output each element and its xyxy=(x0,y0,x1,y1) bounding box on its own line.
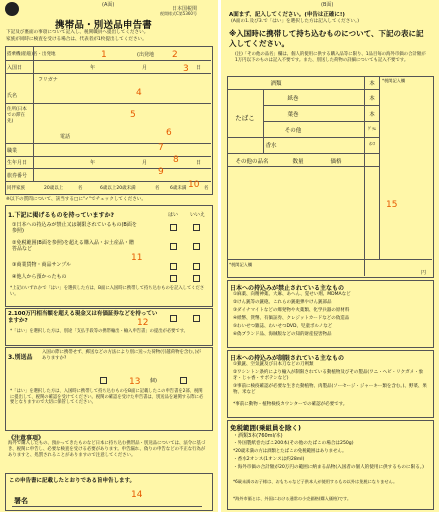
age6to20-label: 6歳以上20歳未満 xyxy=(100,186,136,191)
prohibited-item-4: ④紙幣、貨幣、有価証券、クレジットカードなどの偽造品 xyxy=(233,316,350,321)
q1-1-no-checkbox[interactable] xyxy=(193,224,200,231)
perfume-label: 香水 xyxy=(265,143,277,149)
restricted-item-3: ③事前に検疫確認が必要な生きた動植物、肉製品(ソーセージ・ジャーキー類を含む。)、野菜、果物、米など xyxy=(233,384,427,395)
liquor-label: 酒類 xyxy=(270,81,282,87)
entry-date-label: 入国日 xyxy=(7,65,23,71)
duty-free-item-2: ・外国製紙巻たばこ200本(その他のたばこの場合は250g) xyxy=(233,441,354,446)
tobacco-label: たばこ xyxy=(235,114,255,122)
prohibited-title: 日本への持込みが禁止されている主なもの xyxy=(230,285,345,292)
q3-count-suffix: 個) xyxy=(150,378,157,384)
declaration-text: この申告書に記載したとおりである旨申告します。 xyxy=(9,478,136,484)
quantity-header: 数量 xyxy=(292,159,304,165)
prohibited-item-3: ③ダイナマイトなどの爆発物や火薬類、化学兵器の原材料 xyxy=(233,308,350,313)
under6-unit: 名 xyxy=(204,186,209,191)
gram-unit: ｸﾞﾗﾑ xyxy=(368,126,376,131)
liquor-unit: 本 xyxy=(369,81,375,87)
q1-item-4: ④他人から預かったもの xyxy=(12,274,67,280)
q1-2-no-checkbox[interactable] xyxy=(193,243,200,250)
year-label: 年 xyxy=(90,65,96,71)
price-header: 価格 xyxy=(330,159,342,165)
ounce-unit: ｵﾝｽ xyxy=(369,141,375,146)
q1-item-3: ③商業貨物・商品サンプル xyxy=(12,262,72,268)
prohibited-item-5: ⑤わいせつ雑誌、わいせつDVD、児童ポルノなど xyxy=(233,324,333,329)
q1-note: *上記のいずれかで「はい」を選択した方は、B面に入国時に携帯して持ち込むものを記入してください。 xyxy=(10,286,205,297)
q3-no-checkbox[interactable] xyxy=(180,377,187,384)
tax-column-label: *税関記入欄 xyxy=(382,78,406,83)
day-label: 日 xyxy=(196,65,202,71)
notice-title: 《注意事項》 xyxy=(8,435,45,442)
marker-10: 10 xyxy=(188,180,200,190)
goods-table xyxy=(227,76,434,278)
marker-15: 15 xyxy=(386,200,398,210)
q3-note: *「はい」を選択した方は、入国時に携帯して持ち込むものをB面に記載したこの申告書を2部、税関に提出して、税関の確認を受けてください。税関の確認を受けた申告書は、別送品を通関する際に必要となりますので大切に保管してください。 xyxy=(10,389,204,406)
q2-yes-checkbox[interactable] xyxy=(170,315,177,322)
q1-1-yes-checkbox[interactable] xyxy=(170,224,177,231)
month-label: 月 xyxy=(142,65,148,71)
marker-12: 12 xyxy=(137,318,149,328)
cigars-unit: 本 xyxy=(369,112,375,118)
agency-label: 日本国税関 xyxy=(172,6,198,12)
companions-label: 同伴家族 xyxy=(7,186,25,191)
duty-free-item-4: ・香水2オンス(1オンスは約28ml) xyxy=(233,457,305,462)
q1-4-no-checkbox[interactable] xyxy=(193,275,200,282)
table-instructions: (注)「その他の品名」欄は、個人的使用に供する購入品等に限り、1品目毎の海外市価の合計額が1万円以下のものは記入不要です。また、別送した荷物の詳細についても記入不要です。 xyxy=(235,52,426,63)
duty-free-title: 免税範囲(乗組員を除く) xyxy=(230,424,301,432)
signature-line[interactable] xyxy=(12,506,202,507)
cigarettes-unit: 本 xyxy=(369,96,375,102)
restricted-item-1: ①猟銃、空気銃及び日本刀などの刀剣類 xyxy=(233,362,314,367)
prohibited-item-6: ⑥偽ブランド品、海賊版などの知的財産侵害物品 xyxy=(233,332,332,337)
restricted-title: 日本への持込みが制限されている主なもの xyxy=(230,355,345,362)
top-note-2: (A面の1.及び3.で「はい」を選択した方は記入してください。) xyxy=(231,19,360,24)
q2-note: *「はい」を選択した方は、別途「支払手段等の携帯輸出・輸入申告書」の提出が必要です。 xyxy=(10,329,188,334)
under6-label: 6歳未満 xyxy=(170,186,187,191)
duty-free-item-3: *20歳未満の方は酒類とたばこの免税範囲はありません。 xyxy=(233,449,347,454)
birth-day-label: 日 xyxy=(196,160,202,166)
restricted-item-2: ②ワシントン条約により輸入が制限されている動植物及びその製品(ワニ・ヘビ・リクガメ・象牙・じゃ香・サボテンなど) xyxy=(233,370,424,381)
notice-text: 海外で購入したもの、預かってきたものなど日本に持ち込む携帯品・別送品については、法令に基づき、税関に申告し、必要な検査を受ける必要があります。申告漏れ、偽りの申告などの不正な行為がありますと、処罰されることがありますので注意してください。 xyxy=(8,441,206,458)
marker-8: 8 xyxy=(173,155,179,165)
intro-line-1: 下記及び裏面の事項について記入し、税関職員へ提出してください。 xyxy=(6,30,149,35)
q1-3-yes-checkbox[interactable] xyxy=(170,263,177,270)
marker-3: 3 xyxy=(183,64,189,74)
q1-no-header: いいえ xyxy=(190,212,206,218)
prohibited-item-2: ②けん銃等の銃砲、これらの銃砲弾やけん銃部品 xyxy=(233,300,332,305)
form-title: 携帯品・別送品申告書 xyxy=(55,20,153,31)
form-number: 税関様式C第5360号 xyxy=(160,11,197,16)
intro-line-2: 家族が同時に検査を受ける場合は、代表者が1枚提出してください。 xyxy=(6,37,147,42)
sheet-a-label: (A面) xyxy=(102,2,115,8)
duty-free-item-1: ・酒類3本(760ml/本) xyxy=(233,433,283,439)
top-note-1: A面まず、記入してください。(申告は正確に!) xyxy=(229,12,345,18)
duty-free-item-7: *海外市価とは、外国における通常の小売価格(購入価格)です。 xyxy=(233,496,352,501)
customs-logo xyxy=(5,2,19,16)
flight-label: 搭乗機(船舶)名・出発地 xyxy=(7,52,56,57)
marker-7: 7 xyxy=(158,143,164,153)
other-tobacco-label: その他 xyxy=(284,128,302,134)
marker-13: 13 xyxy=(129,377,141,387)
cigarettes-label: 紙巻 xyxy=(287,96,299,102)
duty-free-item-5: ・海外市価の合計額が20万円の範囲に納まる品物(入国者の個人的使用に供するものに限る。) xyxy=(233,465,424,470)
tax-total-label: *税関記入欄 xyxy=(229,262,253,267)
departure-label: (出発地 xyxy=(137,52,154,58)
marker-14: 14 xyxy=(131,490,143,500)
form-sheet-a xyxy=(0,0,218,512)
over20-unit: 名 xyxy=(78,186,83,191)
occupation-label: 職業 xyxy=(7,148,18,154)
q1-2-yes-checkbox[interactable] xyxy=(170,243,177,250)
signature-label: 署名 xyxy=(14,497,28,505)
passport-label: 旅券番号 xyxy=(7,173,28,179)
marker-2: 2 xyxy=(172,50,178,60)
personal-info-box xyxy=(5,46,213,195)
question-1-title: 1.下記に掲げるものを持っていますか? xyxy=(8,212,114,219)
q1-yes-header: はい xyxy=(168,212,179,218)
over20-label: 20歳以上 xyxy=(44,186,64,191)
q1-item-1: ①日本への持込みが禁止又は制限されているもの(B面を参照) xyxy=(12,222,137,235)
restricted-item-4: *事前に動物・植物検疫カウンターでの確認が必要です。 xyxy=(233,402,348,407)
question-3-title: 3.別送品 xyxy=(8,354,33,361)
q1-item-2: ②免税範囲(B面を参照)を超える購入品・お土産品・贈答品など xyxy=(12,240,134,253)
question-2-title: 2.100万円相当額を超える現金又は有価証券などを持っていますか? xyxy=(8,311,158,324)
q3-yes-checkbox[interactable] xyxy=(100,377,107,384)
q1-3-no-checkbox[interactable] xyxy=(193,263,200,270)
other-items-label: その他の品名 xyxy=(235,159,269,165)
question-intro: ※以下の質問について、該当する□に"✓"でチェックしてください。 xyxy=(6,197,146,202)
furigana-label: フリガナ xyxy=(38,77,58,83)
birth-year-label: 年 xyxy=(90,160,96,166)
phone-label: 電話 xyxy=(60,134,71,140)
marker-4: 4 xyxy=(136,88,142,98)
form-sheet-b xyxy=(221,0,439,512)
name-label: 氏名 xyxy=(7,93,18,99)
birth-month-label: 月 xyxy=(142,160,148,166)
q1-4-yes-checkbox[interactable] xyxy=(170,275,177,282)
yen-label: 円 xyxy=(421,270,427,276)
q2-no-checkbox[interactable] xyxy=(193,315,200,322)
cigars-label: 葉巻 xyxy=(287,112,299,118)
marker-11: 11 xyxy=(131,253,143,263)
section-title: ※入国時に携帯して持ち込むものについて、下記の表に記入してください。 xyxy=(229,29,424,48)
marker-1: 1 xyxy=(101,50,107,60)
address-label: 住所(日本での滞在先) xyxy=(7,107,27,124)
sheet-b-label: (B面) xyxy=(321,2,334,8)
age6to20-unit: 名 xyxy=(155,186,160,191)
marker-6: 6 xyxy=(166,128,172,138)
marker-9: 9 xyxy=(158,167,164,177)
prohibited-item-1: ①麻薬、向精神薬、大麻、あへん、覚せい剤、MDMAなど xyxy=(233,292,351,297)
q3-text: 入国の際に携帯せず、郵送などの方法により別に送った荷物(引越荷物を含む。)がありますか? xyxy=(42,350,201,361)
birthdate-label: 生年月日 xyxy=(7,160,28,166)
marker-5: 5 xyxy=(130,110,136,120)
duty-free-item-6: *6歳未満のお子様は、おもちゃなど子供本人が使用するもの以外は免税になりません。 xyxy=(233,479,398,484)
